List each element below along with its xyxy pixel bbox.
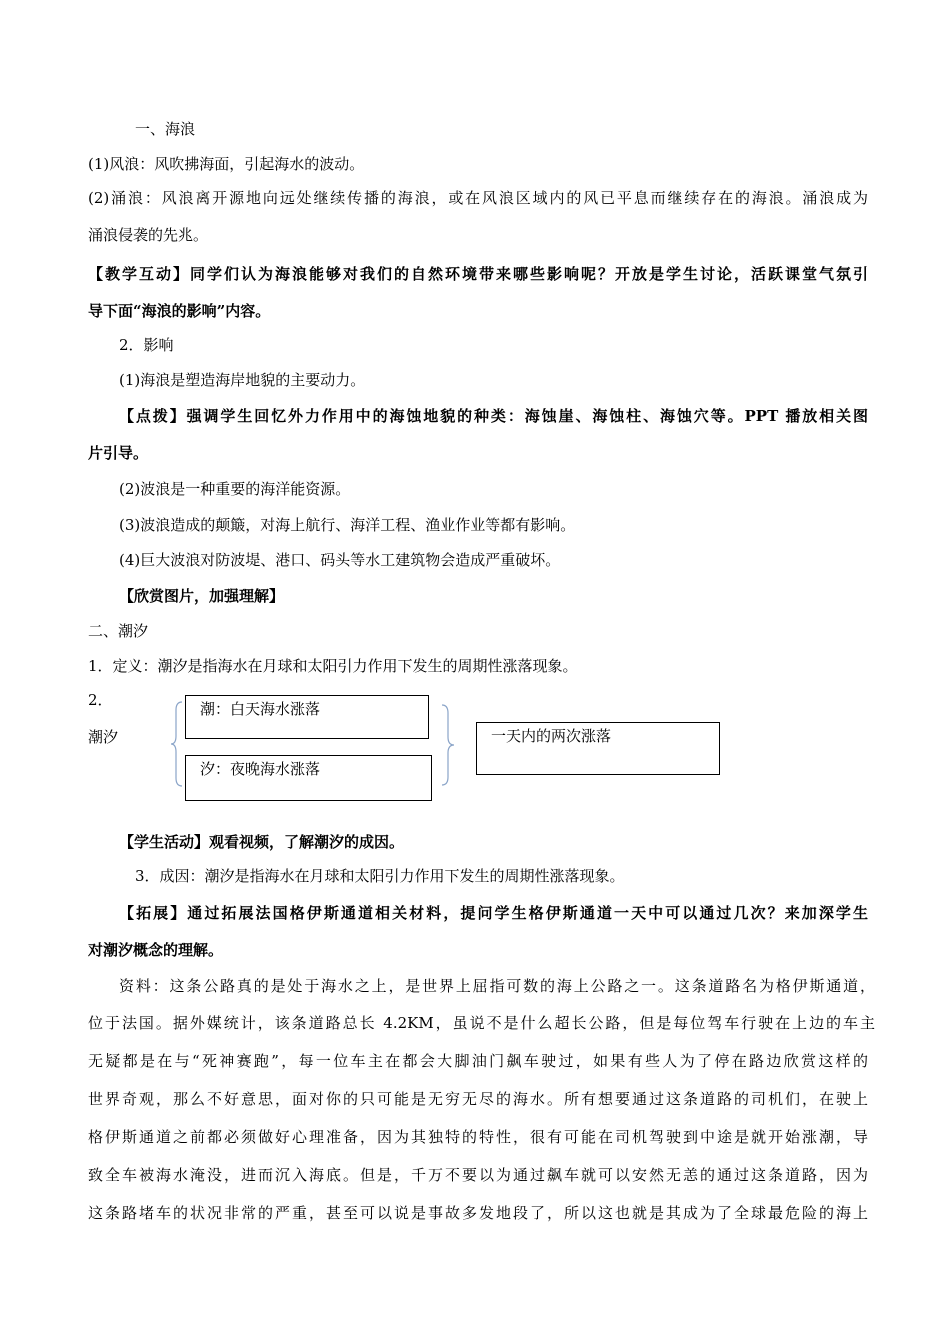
material-line-7: 这条路堵车的状况非常的严重，甚至可以说是事故多发地段了，所以这也就是其成为了全球最危险的海上 [88,1204,868,1222]
box-twice: 一天内的两次涨落 [476,722,720,775]
tide-label: 潮汐 [88,728,119,746]
box-xi: 汐：夜晚海水涨落 [185,755,432,801]
appreciate-note: 【欣赏图片，加强理解】 [119,587,285,605]
material-line-5: 格伊斯通道之前都必须做好心理准备，因为其独特的特性，很有可能在司机驾驶到中途是就开始涨潮，导 [88,1128,868,1146]
impact-title: 2．影响 [119,336,174,354]
extend-line2: 对潮汐概念的理解。 [88,941,224,959]
section1-item2-line2: 涌浪侵袭的先兆。 [88,226,209,244]
hint-line2: 片引导。 [88,444,149,462]
material-line-6: 致全车被海水淹没，进而沉入海底。但是，千万不要以为通过飙车就可以安然无恙的通过这条道路，因为 [88,1166,868,1184]
impact-item3: (3)波浪造成的颠簸，对海上航行、海洋工程、渔业作业等都有影响。 [119,516,576,534]
left-brace [170,700,186,788]
box-chao: 潮：白天海水涨落 [185,695,429,739]
section1-item2-line1: (2)涌浪：风浪离开源地向远处继续传播的海浪，或在风浪区域内的风已平息而继续存在的海浪。涌浪成为 [88,189,868,207]
material-line-1: 资料：这条公路真的是处于海水之上，是世界上屈指可数的海上公路之一。这条道路名为格伊斯通道， [119,977,875,995]
impact-item1: (1)海浪是塑造海岸地貌的主要动力。 [119,371,366,389]
material-line-3: 无疑都是在与“死神赛跑”，每一位车主在都会大脚油门飙车驶过，如果有些人为了停在路边欣赏这样的 [88,1052,868,1070]
material-line-4: 世界奇观，那么不好意思，面对你的只可能是无穷无尽的海水。所有想要通过这条道路的司机们，在驶上 [88,1090,868,1108]
impact-item2: (2)波浪是一种重要的海洋能资源。 [119,480,351,498]
hint-line1: 【点拨】强调学生回忆外力作用中的海蚀地貌的种类：海蚀崖、海蚀柱、海蚀穴等。PPT 播放相关图 [119,407,868,425]
student-activity: 【学生活动】观看视频，了解潮汐的成因。 [119,833,405,851]
section1-item1: (1)风浪：风吹拂海面，引起海水的波动。 [88,155,365,173]
material-line-2: 位于法国。据外媒统计，该条道路总长 4.2KM，虽说不是什么超长公路，但是每位驾车行驶在上边的车主 [88,1014,875,1032]
tide-cause: 3．成因：潮汐是指海水在月球和太阳引力作用下发生的周期性涨落现象。 [135,867,625,885]
tide-definition: 1．定义：潮汐是指海水在月球和太阳引力作用下发生的周期性涨落现象。 [88,657,578,675]
extend-line1: 【拓展】通过拓展法国格伊斯通道相关材料，提问学生格伊斯通道一天中可以通过几次？来加深学生 [119,904,868,922]
impact-item4: (4)巨大波浪对防波堤、港口、码头等水工建筑物会造成严重破坏。 [119,551,561,569]
right-brace [440,703,456,787]
section2-title: 二、潮汐 [88,622,149,640]
interaction-line1: 【教学互动】同学们认为海浪能够对我们的自然环境带来哪些影响呢？开放是学生讨论，活跃课堂气氛引 [88,265,868,283]
section1-title: 一、海浪 [135,120,196,138]
tide-num2: 2． [88,691,113,709]
interaction-line2: 导下面“海浪的影响”内容。 [88,302,271,320]
